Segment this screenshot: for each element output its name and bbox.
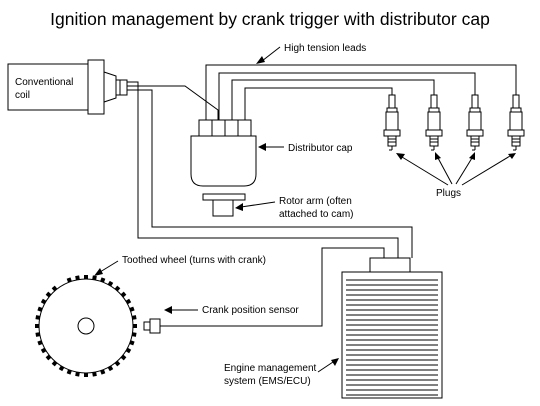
wheel-tooth [84,373,88,377]
dist-tower-2 [212,120,225,136]
toothed-wheel-pointer [100,261,118,272]
ht-lead-4 [245,88,392,120]
spark-plug [467,95,483,150]
plugs-label: Plugs [436,188,462,199]
wheel-tooth [92,275,97,280]
wheel-tooth [35,332,40,337]
rotor-arm [203,194,245,216]
dist-tower-4 [238,120,251,136]
wheel-tooth [75,372,80,377]
wheel-tooth [92,372,97,377]
wheel-tooth [75,275,80,280]
crank-sensor-label: Crank position sensor [202,305,299,316]
coil-label-line1: Conventional [15,77,74,88]
rotor-shaft [213,200,233,216]
coil-body [88,60,104,114]
distributor-cap [191,120,256,186]
sensor-body [150,319,160,333]
ecu-connector [370,258,410,272]
crank-sensor-arrowhead [164,306,172,314]
dist-cap-arrowhead [258,143,266,151]
ecu [342,258,442,398]
rotor-pointer [241,202,275,207]
plugs-pointers [396,152,516,185]
coil-lt-wire-b [127,90,412,258]
wheel-tooth [35,324,39,328]
coil-neck [104,72,116,102]
dist-cap-body [191,136,256,186]
rotor-label-line1: Rotor arm (often [279,196,352,207]
diagram-title: Ignition management by crank trigger with distributor cap [50,9,490,29]
coil-ht-lead [127,86,218,120]
wheel-tooth [132,315,137,320]
ems-pointer [318,362,333,372]
high-tension-leads-label: High tension leads [284,43,367,54]
spark-plug [384,95,400,150]
coil [8,60,127,114]
coil-terminal [116,80,127,95]
ems-label-line1: Engine management [224,363,317,374]
rotor-label-line2: attached to cam) [279,209,354,220]
rotor-plate [203,194,245,200]
wheel-tooth [132,332,137,337]
ht-leads-arrowhead [256,56,265,64]
coil-lt-wire-a [127,82,398,258]
ems-label-line2: system (EMS/ECU) [224,376,311,387]
ht-leads-pointer [262,47,280,61]
toothed-wheel-label: Toothed wheel (turns with crank) [122,255,266,266]
spark-plug [508,95,524,150]
wheel-tooth [35,315,40,320]
toothed-wheel-hub [78,318,94,334]
distributor-cap-label: Distributor cap [288,143,353,154]
toothed-wheel [35,275,137,377]
wheel-tooth [84,275,88,279]
wheel-tooth [133,324,137,328]
ht-lead-3 [232,80,434,120]
spark-plug [426,95,442,150]
rotor-arrowhead [235,203,243,211]
toothed-wheel-arrowhead [94,268,103,276]
crank-position-sensor [144,319,160,333]
coil-label-line2: coil [15,90,31,101]
dist-tower-1 [199,120,212,136]
sensor-tip [144,322,150,330]
dist-tower-3 [225,120,238,136]
